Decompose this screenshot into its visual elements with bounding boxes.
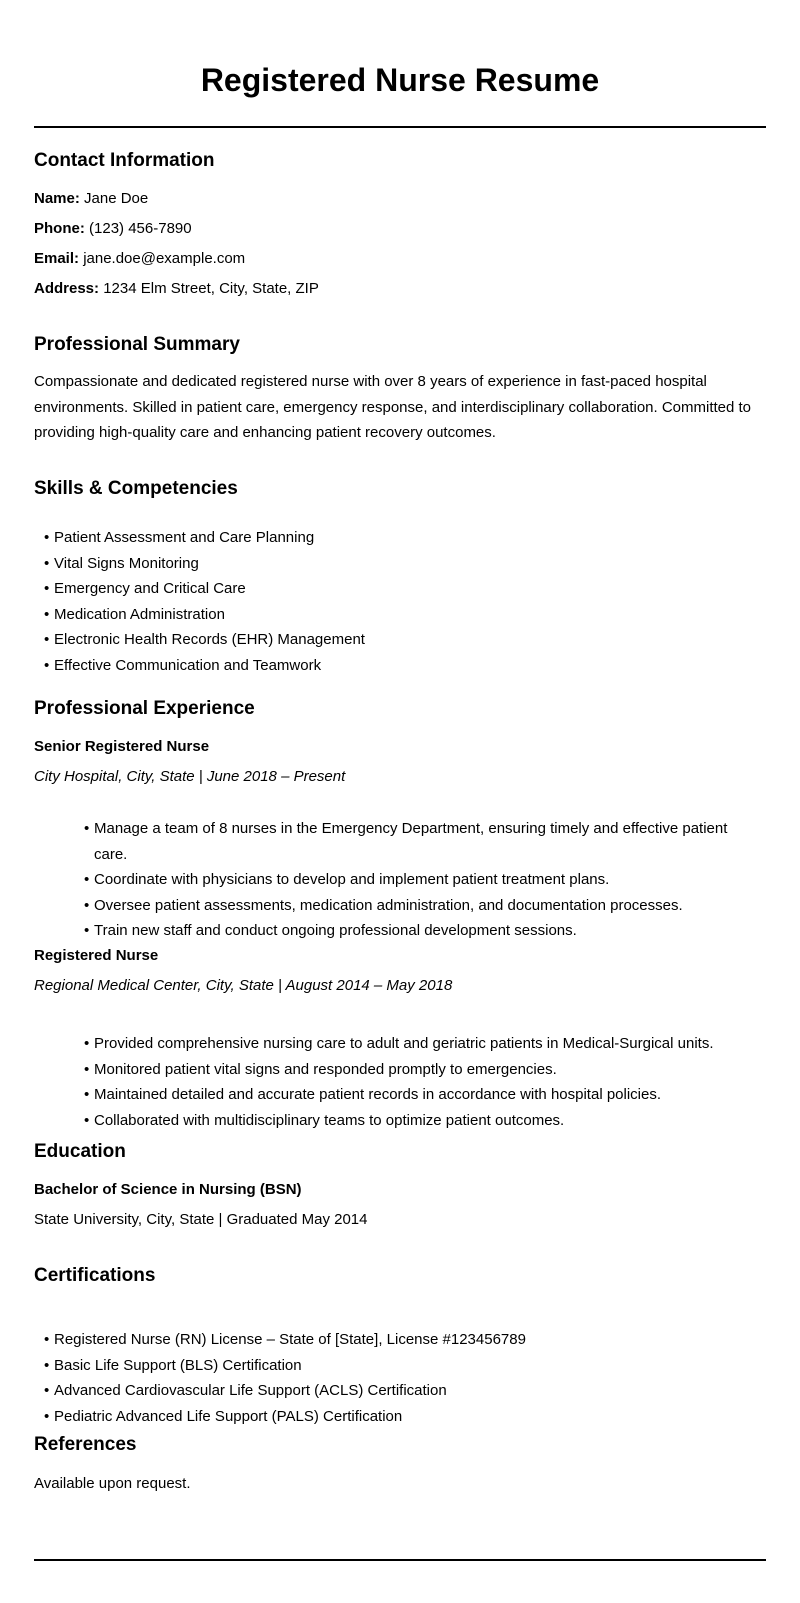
phone-value: (123) 456-7890 bbox=[89, 220, 192, 237]
references-heading: References bbox=[34, 1434, 137, 1455]
job-duty-item: • Monitored patient vital signs and responded promptly to emergencies. bbox=[84, 1057, 784, 1083]
experience-heading: Professional Experience bbox=[34, 698, 255, 719]
certification-item: • Registered Nurse (RN) License – State of [State], License #123456789 bbox=[44, 1327, 526, 1353]
skill-item: • Emergency and Critical Care bbox=[44, 576, 365, 602]
skill-item: • Electronic Health Records (EHR) Management bbox=[44, 627, 365, 653]
address-label: Address: bbox=[34, 280, 100, 297]
certification-item: • Basic Life Support (BLS) Certification bbox=[44, 1353, 526, 1379]
skill-item: • Effective Communication and Teamwork bbox=[44, 653, 365, 679]
summary-text: Compassionate and dedicated registered nurse with over 8 years of experience in fast-paced hospital environments. Skilled in patient care, emergency response, and interdisciplinary collaboration. Committed to providing high-quality care and enhancing patient recovery outcomes. bbox=[34, 373, 752, 441]
certification-item: • Pediatric Advanced Life Support (PALS) Certification bbox=[44, 1404, 526, 1430]
job-meta: Regional Medical Center, City, State | August 2014 – May 2018 bbox=[34, 977, 453, 994]
name-value: Jane Doe bbox=[84, 190, 149, 207]
job-duties-list bbox=[84, 1031, 784, 1133]
job-duty-item: • Provided comprehensive nursing care to adult and geriatric patients in Medical-Surgical units. bbox=[84, 1031, 784, 1057]
certification-item: • Advanced Cardiovascular Life Support (ACLS) Certification bbox=[44, 1378, 526, 1404]
contact-email-row bbox=[34, 246, 245, 271]
education-degree: Bachelor of Science in Nursing (BSN) bbox=[34, 1181, 302, 1198]
contact-phone-row bbox=[34, 216, 192, 241]
email-value: jane.doe@example.com bbox=[83, 250, 246, 267]
contact-name-row bbox=[34, 186, 148, 211]
job-duty-item: • Oversee patient assessments, medication administration, and documentation processes. bbox=[84, 893, 764, 919]
skill-item: • Vital Signs Monitoring bbox=[44, 551, 365, 577]
page-title: Registered Nurse Resume bbox=[200, 62, 600, 98]
email-label: Email: bbox=[34, 250, 80, 267]
skills-heading: Skills & Competencies bbox=[34, 478, 238, 499]
summary-heading: Professional Summary bbox=[34, 334, 240, 355]
job-duty-item: • Maintained detailed and accurate patient records in accordance with hospital policies. bbox=[84, 1082, 784, 1108]
skill-item: • Medication Administration bbox=[44, 602, 365, 628]
top-divider bbox=[34, 126, 766, 128]
job-title: Senior Registered Nurse bbox=[34, 738, 210, 755]
skills-list bbox=[44, 525, 365, 678]
certifications-list bbox=[44, 1327, 526, 1429]
education-heading: Education bbox=[34, 1141, 126, 1162]
education-details: State University, City, State | Graduated May 2014 bbox=[34, 1211, 368, 1228]
address-value: 1234 Elm Street, City, State, ZIP bbox=[103, 280, 319, 297]
job-title: Registered Nurse bbox=[34, 947, 159, 964]
phone-label: Phone: bbox=[34, 220, 85, 237]
name-label: Name: bbox=[34, 190, 80, 207]
references-text: Available upon request. bbox=[34, 1475, 191, 1492]
contact-address-row bbox=[34, 276, 319, 301]
certifications-heading: Certifications bbox=[34, 1265, 156, 1286]
job-meta: City Hospital, City, State | June 2018 – Present bbox=[34, 768, 346, 785]
job-duty-item: • Coordinate with physicians to develop and implement patient treatment plans. bbox=[84, 867, 764, 893]
job-duties-list bbox=[84, 816, 764, 944]
skill-item: • Patient Assessment and Care Planning bbox=[44, 525, 365, 551]
contact-heading: Contact Information bbox=[34, 150, 215, 171]
bottom-divider bbox=[34, 1559, 766, 1561]
job-duty-item: • Manage a team of 8 nurses in the Emergency Department, ensuring timely and effective patient care. bbox=[84, 816, 764, 867]
job-duty-item: • Collaborated with multidisciplinary teams to optimize patient outcomes. bbox=[84, 1108, 784, 1134]
job-duty-item: • Train new staff and conduct ongoing professional development sessions. bbox=[84, 918, 764, 944]
